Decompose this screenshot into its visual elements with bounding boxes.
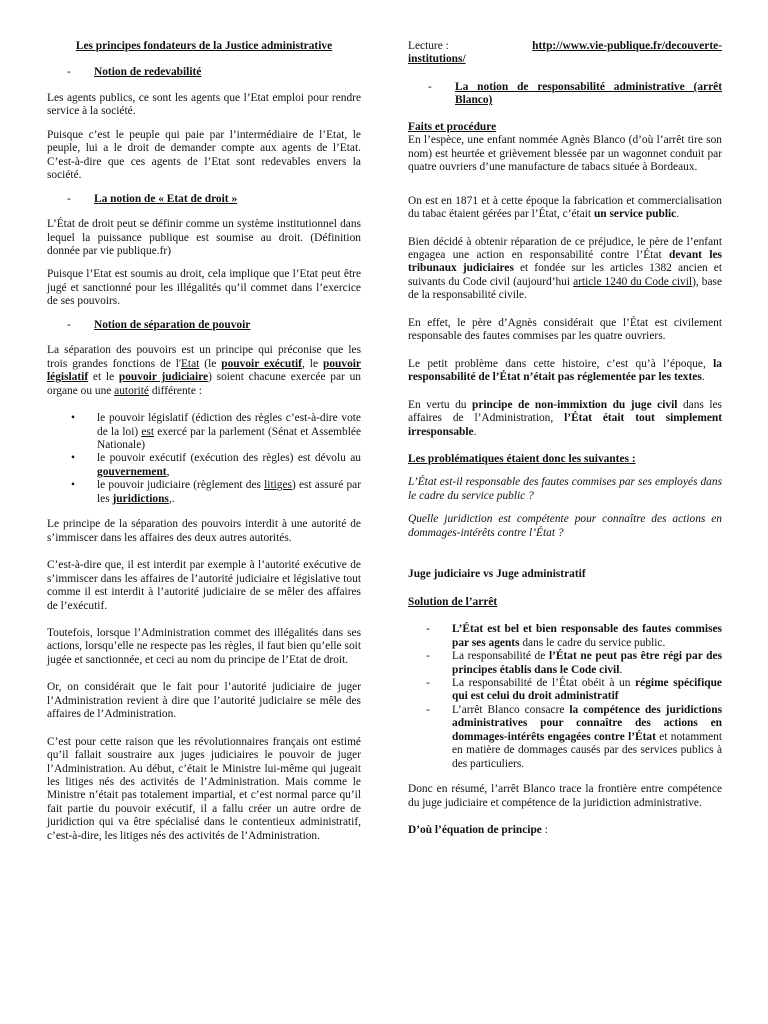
heading-faits: Faits et procédure [408,120,497,133]
section-heading-blanco: - La notion de responsabilité administrative (arrêt Blanco) [428,80,722,107]
section-heading-redevabilite: - Notion de redevabilité [67,66,202,79]
section-heading-etat-de-droit: - La notion de « Etat de droit » [67,192,238,205]
link-gouvernement[interactable]: gouvernement [97,465,167,478]
list-item: - La responsabilité de l’État ne peut pas être régi par des principes établis dans le Code civil. [408,650,722,677]
list-item: - L’État est bel et bien responsable des fautes commises par ses agents dans le cadre du service public. [408,623,722,650]
paragraph: En effet, le père d’Agnès considérait que l’État est civilement responsable des fautes commises par les quatre ouvriers. [408,316,722,343]
link-litiges[interactable]: litiges [264,479,292,492]
document-title: Les principes fondateurs de la Justice administrative [75,40,333,52]
dash-icon: - [426,676,430,689]
paragraph: C’est-à-dire que, il est interdit par exemple à l’autorité exécutive de s’immiscer dans les affaires de l’autorité judiciaire et législative tout comme il est interdit à l’autorité judiciaire de se mêler des affaires de l’exécutif. [47,559,361,612]
link-article-1240[interactable]: article 1240 du Code civil [573,275,693,288]
bullet-icon: • [71,452,75,465]
paragraph: On est en 1871 et à cette époque la fabrication et commercialisation du tabac étaient gérées par l’État, c’était un service public. [408,194,722,221]
heading-problematiques: Les problématiques étaient donc les suivantes : [408,452,636,465]
powers-list [47,412,361,506]
list-item: • le pouvoir législatif (édiction des règles c’est-à-dire vote de la loi) est exercé par la parlement (Sénat et Assemblée Nationale) [47,412,361,452]
paragraph: Puisque l’Etat est soumis au droit, cela implique que l’Etat peut être jugé et sanctionné pour les illégalités qu’il commet dans l’exercice de ses pouvoirs. [47,268,361,308]
paragraph: Le petit problème dans cette histoire, c’est qu’à l’époque, la responsabilité de l’État n’était pas réglementée par les textes. [408,357,722,384]
list-item: • le pouvoir judiciaire (règlement des litiges) est assuré par les juridictions,. [47,479,361,506]
heading-solution: Solution de l’arrêt [408,595,498,608]
reading-line [408,40,722,53]
paragraph: Les agents publics, ce sont les agents que l’Etat emploi pour rendre service à la société. [47,91,361,118]
dash-icon: - [426,703,430,716]
paragraph-equation: D’où l’équation de principe : [408,824,548,837]
bullet-icon: • [71,479,75,492]
paragraph: En l’espèce, une enfant nommée Agnès Blanco (d’où l’arrêt tire son nom) est heurtée et grièvement blessée par un wagonnet conduit par quatre ouvriers d’une manufacture de tabacs située à Bordeaux. [408,134,722,174]
paragraph: Puisque c’est le peuple qui paie par l’intermédiaire de l’Etat, le peuple, lui a le droit de demander compte aux agents de l’Etat. C’est-à-dire que ces agents de l’Etat sont redevables envers la société. [47,128,361,182]
paragraph: Donc en résumé, l’arrêt Blanco trace la frontière entre compétence du juge judiciaire et compétence de la juridiction administrative. [408,783,722,809]
link-etat[interactable]: Etat [180,357,200,370]
paragraph: L’État de droit peut se définir comme un système institutionnel dans lequel la puissance publique est soumise au droit. (Définition donnée par vie publique.fr) [47,218,361,257]
reading-label: Lecture : [408,40,449,52]
paragraph-separation: La séparation des pouvoirs est un principe qui préconise que les trois grandes fonctions de l'Etat (le pouvoir exécutif, le pouvoir législatif et le pouvoir judiciaire) soient chacune exercée par un organe ou une autorité différente : [47,344,361,397]
paragraph: En vertu du principe de non-immixtion du juge civil dans les affaires de l’Administration, l’État était tout simplement irresponsable. [408,398,723,438]
list-item: - L’arrêt Blanco consacre la compétence des juridictions administratives pour connaître des actions en dommages-intérêts engagées contre l’État et notamment en matière de dommages causés par des services publics à des particuliers. [408,704,722,771]
left-column [47,40,361,843]
bullet-icon: • [71,412,75,425]
reading-link-tail[interactable]: institutions/ [408,53,466,66]
section-heading-separation: - Notion de séparation de pouvoir [67,318,251,331]
list-item: • le pouvoir exécutif (exécution des règles) est dévolu au gouvernement, [47,452,361,479]
reading-link[interactable]: http://www.vie-publique.fr/decouverte- [532,40,722,52]
paragraph: Or, on considérait que le fait pour l’autorité judiciaire de juger l’Administration revient à dire que l’autorité judiciaire se mêle des affaires de l’Administration. [47,681,361,721]
paragraph: C’est pour cette raison que les révolutionnaires français ont estimé qu’il fallait soustraire aux juges judiciaires le pouvoir de juger l’Administration. Au début, c’était le Ministre lui-même qui jugeait les litiges nés des activités de l’Administration. Mais comme le Ministre n’était pas totalement impartial, et c’est normal parce qu’il fait partie du pouvoir exécutif, il a fallu créer un autre ordre de juridiction qui va être spécialisé dans le contentieux administratif, c’est-à-dire, les litiges nés des activités de l’Administration. [47,735,361,842]
list-item: - La responsabilité de l’État obéit à un régime spécifique qui est celui du droit administratif [408,677,722,704]
link-autorite[interactable]: autorité [114,384,149,397]
link-pouvoir-legislatif[interactable]: pouvoir législatif [47,357,361,384]
paragraph: Bien décidé à obtenir réparation de ce préjudice, le père de l’enfant engagea une action en responsabilité contre l’État devant les tribunaux judiciaires et fondée sur les articles 1382 ancien et suivants du Code civil (aujourd’hui article 1240 du Code civil), base de la responsabilité civile. [408,235,722,302]
link-pouvoir-judiciaire[interactable]: pouvoir judiciaire [118,371,209,384]
link-pouvoir-executif[interactable]: pouvoir exécutif [221,357,302,370]
question: L’État est-il responsable des fautes commises par ses employés dans le cadre du service public ? [408,476,722,502]
dash-icon: - [426,650,430,663]
heading-juge: Juge judiciaire vs Juge administratif [408,568,586,581]
solution-list [408,623,722,771]
dash-icon: - [426,623,430,636]
paragraph: Toutefois, lorsque l’Administration commet des illégalités dans ses actions, lorsqu’elle ne respecte pas les règles, il faut bien qu’elle soit jugée et sanctionnée, et ceci au nom du principe de l’Etat de droit. [47,626,361,666]
link-est[interactable]: est [141,425,155,438]
right-column [408,40,722,837]
paragraph: Le principe de la séparation des pouvoirs interdit à une autorité de s’immiscer dans les affaires des deux autres autorités. [47,518,361,544]
question: Quelle juridiction est compétente pour connaître des actions en dommages-intérêts contre l’État ? [408,513,722,539]
link-juridictions[interactable]: juridictions [112,492,169,505]
